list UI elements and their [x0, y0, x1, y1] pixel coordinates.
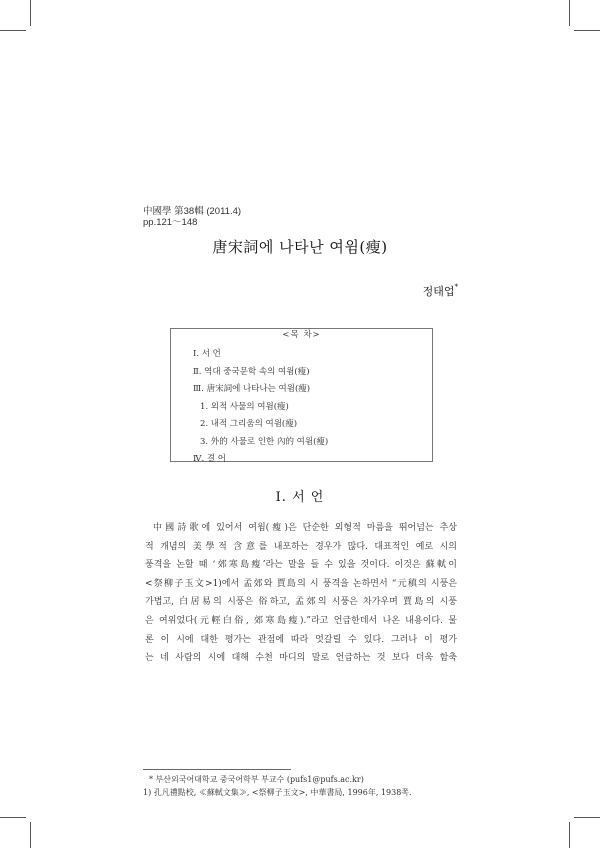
- author-name: 정태업: [422, 285, 455, 298]
- footnotes: [143, 774, 463, 799]
- paragraph-line: 가볍고, 白居易의 시풍은 俗하고, 孟郊의 시풍은 차가우며 賈島의 시풍: [145, 597, 457, 608]
- paragraph-line: 中國詩歌에 있어서 여윔(瘦)은 단순한 외형적 마름을 뛰어넘는 추상: [153, 523, 457, 533]
- toc-item: Ⅲ. 唐宋詞에 나타나는 여윔(瘦): [193, 384, 311, 394]
- journal-volume: 中國學 第38輯 (2011.4): [143, 206, 242, 217]
- toc-subitem: 3. 外的 사물로 인한 內的 여윔(瘦): [200, 436, 329, 447]
- paragraph-line: 적 개념의 美學적 含意를 내포하는 경우가 많다. 대표적인 예로 시의: [145, 541, 457, 552]
- footnote-divider: [143, 769, 291, 770]
- author-footnote-mark: *: [454, 283, 458, 291]
- article-title: 唐宋詞에 나타난 여윔(瘦): [212, 238, 388, 256]
- crop-mark-top-right-v: [569, 0, 570, 26]
- crop-mark-bottom-right-h: [574, 817, 600, 818]
- paragraph-line: <祭柳子玉文>1)에서 孟郊와 賈島의 시 풍격을 논하면서 “元稹의 시풍은: [145, 578, 457, 589]
- body-paragraph: [145, 519, 457, 668]
- crop-mark-bottom-left-h: [0, 817, 26, 818]
- paragraph-line: 은 여위었다(元輕白俗, 郊寒島瘦).”라고 언급한데서 나온 내용이다. 물: [145, 615, 457, 626]
- author: [423, 283, 458, 299]
- journal-info: [143, 206, 241, 228]
- toc-item: Ⅰ. 서 언: [193, 349, 221, 359]
- crop-mark-top-left-h: [0, 30, 26, 31]
- crop-mark-bottom-left-v: [30, 822, 31, 848]
- journal-pages: pp.121～148: [143, 217, 198, 228]
- crop-mark-top-left-v: [30, 0, 31, 26]
- toc-header-label: <목 차>: [276, 330, 326, 340]
- toc-item: Ⅳ. 결 어: [193, 454, 227, 464]
- section-heading: Ⅰ. 서 언: [275, 490, 325, 505]
- table-of-contents: [170, 328, 433, 462]
- toc-subitem: 1. 외적 사물의 여윔(瘦): [200, 401, 289, 412]
- toc-header: [171, 322, 432, 341]
- footnote-1: 1) 孔凡禮點校, ≪蘇軾文集≫, <祭柳子玉文>, 中華書局, 1996年, 1938쪽.: [143, 787, 412, 797]
- toc-item: Ⅱ. 역대 중국문학 속의 여윔(瘦): [193, 366, 310, 377]
- toc-subitem: 2. 내적 그리움의 여윔(瘦): [200, 419, 298, 429]
- crop-mark-bottom-right-v: [569, 822, 570, 848]
- paragraph-line: 는 네 사람의 시에 대해 수천 마디의 말로 언급하는 것 보다 더욱 함축: [145, 653, 457, 664]
- footnote-author-affiliation: * 부산외국어대학교 중국어학부 부교수 (pufs1@pufs.ac.kr): [149, 775, 364, 784]
- toc-list: [193, 346, 328, 469]
- crop-mark-top-right-h: [574, 30, 600, 31]
- paragraph-line: 론 이 시에 대한 평가는 관점에 따라 엇갈릴 수 있다. 그러나 이 평가: [145, 634, 457, 645]
- paragraph-line: 풍격을 논할 때 ‘郊寒島瘦’라는 말을 들 수 있을 것이다. 이것은 蘇軾이: [145, 560, 457, 571]
